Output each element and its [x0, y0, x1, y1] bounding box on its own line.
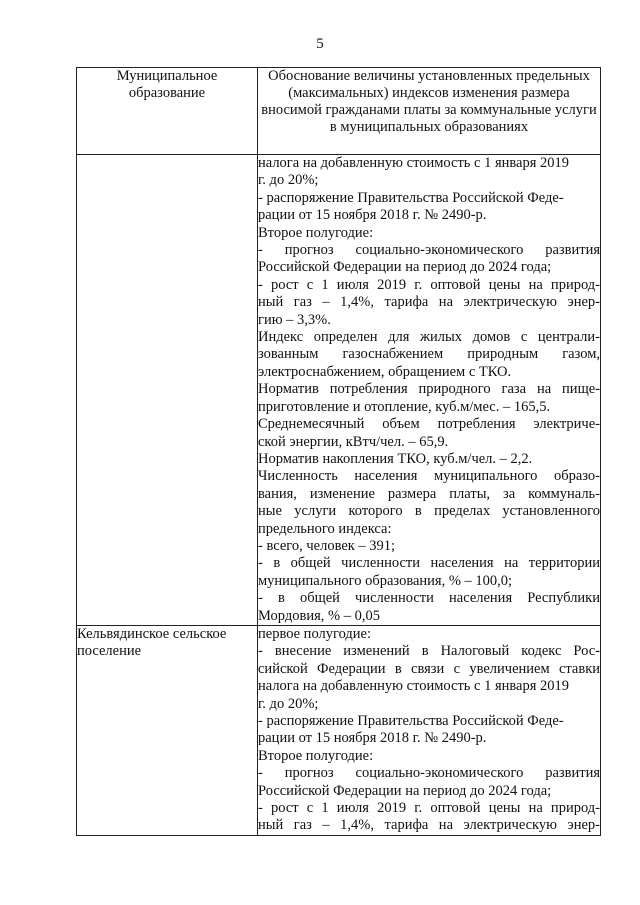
justification-text: [258, 625, 601, 835]
text-line: Второе полугодие:: [258, 747, 374, 764]
table-row: [77, 155, 601, 626]
text-line: г. до 20%;: [258, 695, 319, 712]
text-line: ный газ – 1,4%, тарифа на электрическую энер-: [258, 294, 600, 311]
text-line: Численность населения муниципального образо-: [258, 468, 600, 485]
text-line: Индекс определен для жилых домов с централи-: [258, 329, 600, 346]
text-line: налога на добавленную стоимость с 1 января 2019: [258, 155, 570, 171]
text-line: - распоряжение Правительства Российской Феде-: [258, 189, 564, 206]
text-line: муниципального образования, % – 100,0;: [258, 572, 513, 589]
text-line: - внесение изменений в Налоговый кодекс Рос-: [258, 643, 600, 660]
text-line: приготовление и отопление, куб.м/мес. – 165,5.: [258, 398, 551, 415]
text-line: - прогноз социально-экономического развития: [258, 765, 600, 782]
text-line: Российской Федерации на период до 2024 года;: [258, 782, 552, 799]
text-line: ный газ – 1,4%, тарифа на электрическую энер-: [258, 817, 600, 834]
text-line: - всего, человек – 391;: [258, 537, 396, 554]
text-line: ской энергии, кВтч/чел. – 65,9.: [258, 433, 449, 450]
text-line: гию – 3,3%.: [258, 311, 331, 328]
table-row: [77, 625, 601, 835]
text-line: сийской Федерации в связи с увеличением ставки: [258, 660, 600, 677]
text-line: - рост с 1 июля 2019 г. оптовой цены на природ-: [258, 800, 600, 817]
text-line: зованным газоснабжением природным газом,: [258, 346, 600, 363]
table-header-row: [77, 68, 601, 155]
text-line: Второе полугодие:: [258, 224, 374, 241]
text-line: - прогноз социально-экономического развития: [258, 242, 600, 259]
page-number: 5: [316, 36, 324, 52]
text-line: вания, изменение размера платы, за коммуналь-: [258, 485, 600, 502]
text-line: рации от 15 ноября 2018 г. № 2490-р.: [258, 207, 487, 224]
municipality-name: [77, 155, 258, 626]
text-line: электроснабжением, обращением с ТКО.: [258, 363, 512, 380]
municipality-name: Кельвядинское сельское поселение: [77, 625, 258, 835]
header-municipality: Муниципальное образование: [77, 68, 258, 155]
text-line: Российской Федерации на период до 2024 года;: [258, 259, 552, 276]
text-line: Норматив накопления ТКО, куб.м/чел. – 2,2.: [258, 450, 533, 467]
text-line: рации от 15 ноября 2018 г. № 2490-р.: [258, 730, 487, 747]
text-line: налога на добавленную стоимость с 1 января 2019: [258, 678, 570, 695]
text-line: первое полугодие:: [258, 625, 372, 642]
justification-table: [76, 67, 601, 836]
justification-text: [258, 155, 601, 626]
text-line: - рост с 1 июля 2019 г. оптовой цены на природ-: [258, 276, 600, 293]
text-line: ные услуги которого в пределах установленного: [258, 503, 600, 520]
text-line: Норматив потребления природного газа на пище-: [258, 381, 600, 398]
header-justification: Обоснование величины установленных предельных (максимальных) индексов изменения размера вносимой гражданами платы за коммунальные услуги в муниципальных образованиях: [258, 68, 601, 155]
text-line: предельного индекса:: [258, 520, 392, 537]
text-line: Мордовия, % – 0,05: [258, 607, 380, 624]
text-line: - в общей численности населения Республики: [258, 590, 600, 607]
text-line: - в общей численности населения на территории: [258, 555, 600, 572]
text-line: Среднемесячный объем потребления электриче-: [258, 416, 600, 433]
text-line: - распоряжение Правительства Российской Феде-: [258, 713, 564, 729]
text-line: г. до 20%;: [258, 172, 319, 189]
